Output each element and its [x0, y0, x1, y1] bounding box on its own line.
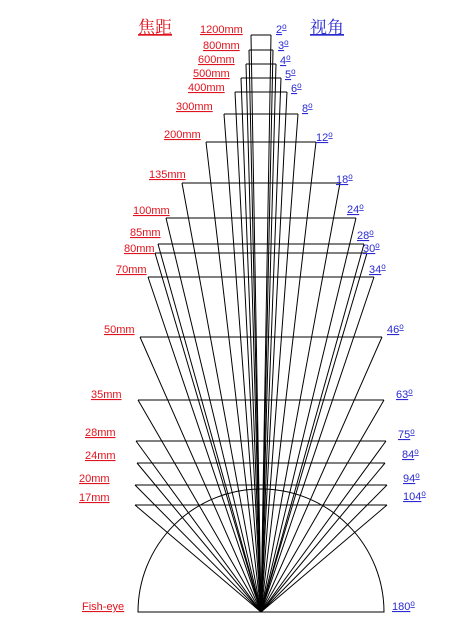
- angle-rays: [135, 35, 387, 612]
- angle-value: 104: [403, 491, 422, 503]
- focal-label: 80mm: [124, 243, 155, 255]
- degree-mark: o: [297, 81, 302, 90]
- focal-label: 85mm: [130, 227, 161, 239]
- angle-label: [347, 202, 364, 216]
- degree-mark: o: [282, 22, 287, 31]
- ray-left: [140, 337, 261, 612]
- focal-label: Fish-eye: [82, 601, 125, 613]
- angle-value: 18: [336, 174, 349, 186]
- ray-left: [246, 64, 261, 612]
- degree-mark: o: [399, 322, 404, 331]
- degree-mark: o: [348, 172, 353, 181]
- angle-label: [396, 387, 413, 401]
- degree-mark: o: [328, 130, 333, 139]
- angle-value: 2: [276, 24, 283, 36]
- angle-value: 28: [357, 230, 370, 242]
- angle-value: 180: [392, 601, 411, 613]
- focal-label: 20mm: [79, 473, 110, 485]
- focal-label: 28mm: [85, 427, 116, 439]
- ray-left: [148, 277, 261, 612]
- degree-mark: o: [410, 427, 415, 436]
- angle-label: [316, 130, 333, 144]
- angle-label: [302, 101, 313, 115]
- angle-value: 75: [398, 429, 411, 441]
- degree-mark: o: [308, 101, 313, 110]
- angle-label: [387, 322, 404, 336]
- angle-label: [398, 427, 415, 441]
- ray-left: [136, 441, 261, 612]
- degree-mark: o: [408, 387, 413, 396]
- angle-label: [402, 447, 419, 461]
- degree-mark: o: [375, 241, 380, 250]
- angle-label: [357, 228, 374, 242]
- focal-label: 70mm: [116, 264, 147, 276]
- angle-value: 6: [291, 83, 298, 95]
- focal-label: 200mm: [164, 129, 201, 141]
- ray-left: [182, 183, 261, 612]
- angle-label: [276, 22, 287, 36]
- angle-value: 63: [396, 389, 409, 401]
- angle-label: [278, 38, 289, 52]
- ray-right: [261, 277, 374, 612]
- ray-right: [261, 64, 276, 612]
- focal-label: 800mm: [203, 40, 240, 52]
- focal-label: 24mm: [85, 450, 116, 462]
- focal-label: 135mm: [149, 169, 186, 181]
- angle-label: [291, 81, 302, 95]
- focal-label: 500mm: [193, 68, 230, 80]
- ray-right: [261, 337, 382, 612]
- angle-value: 46: [387, 324, 400, 336]
- degree-mark: o: [421, 489, 426, 498]
- angle-label: [403, 489, 426, 503]
- angle-value: 4: [280, 55, 287, 67]
- degree-mark: o: [286, 53, 291, 62]
- ray-right: [261, 505, 387, 612]
- focal-labels: [79, 24, 243, 613]
- view-angle-title: 视角: [310, 18, 344, 38]
- angle-label: [392, 599, 415, 613]
- degree-mark: o: [369, 228, 374, 237]
- degree-mark: o: [415, 471, 420, 480]
- angle-value: 5: [285, 69, 292, 81]
- focal-label: 50mm: [104, 324, 135, 336]
- angle-label: [336, 172, 353, 186]
- degree-mark: o: [284, 38, 289, 47]
- angle-value: 30: [363, 243, 376, 255]
- degree-mark: o: [410, 599, 415, 608]
- ray-right: [261, 441, 386, 612]
- focal-label: 600mm: [198, 54, 235, 66]
- degree-mark: o: [359, 202, 364, 211]
- degree-mark: o: [381, 262, 386, 271]
- angle-label: [280, 53, 291, 67]
- angle-value: 12: [316, 132, 329, 144]
- ray-left: [135, 505, 261, 612]
- angle-bars: [135, 35, 387, 505]
- angle-label: [403, 471, 420, 485]
- angle-label: [363, 241, 380, 255]
- focal-label: 400mm: [188, 82, 225, 94]
- degree-mark: o: [414, 447, 419, 456]
- angle-value: 94: [403, 473, 416, 485]
- focal-label: 300mm: [176, 101, 213, 113]
- focal-length-title: 焦距: [138, 18, 172, 38]
- focal-label: 100mm: [133, 205, 170, 217]
- angle-labels: [276, 22, 426, 613]
- angle-value: 84: [402, 449, 415, 461]
- angle-value: 3: [278, 40, 285, 52]
- ray-right: [261, 183, 340, 612]
- angle-value: 8: [302, 103, 309, 115]
- angle-value: 24: [347, 204, 360, 216]
- angle-label: [369, 262, 386, 276]
- angle-value: 34: [369, 264, 382, 276]
- angle-label: [285, 67, 296, 81]
- focal-label: 1200mm: [200, 24, 243, 36]
- degree-mark: o: [291, 67, 296, 76]
- focal-label: 35mm: [91, 389, 122, 401]
- focal-label: 17mm: [79, 492, 110, 504]
